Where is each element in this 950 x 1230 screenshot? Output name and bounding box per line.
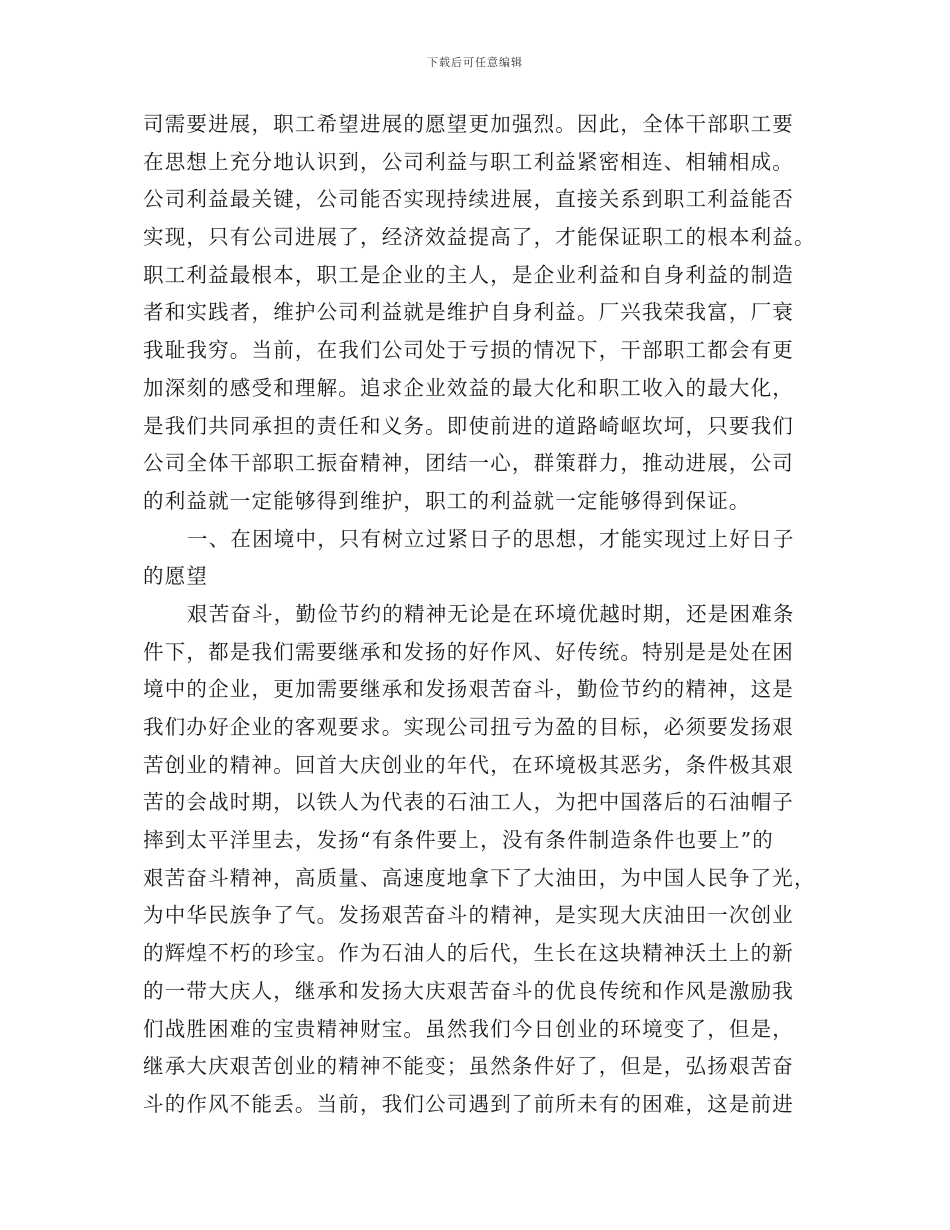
section-heading-continuation: 的愿望	[143, 564, 209, 589]
text-line: 实现，只有公司进展了，经济效益提高了，才能保证职工的根本利益。	[143, 225, 816, 250]
text-line: 公司利益最关键，公司能否实现持续进展，直接关系到职工利益能否	[143, 187, 794, 212]
text-line: 们战胜困难的宝贵精神财宝。虽然我们今日创业的环境变了，但是，	[143, 1016, 794, 1041]
text-line: 的一带大庆人，继承和发扬大庆艰苦奋斗的优良传统和作风是激励我	[143, 978, 794, 1003]
text-line: 苦创业的精神。回首大庆创业的年代，在环境极其恶劣，条件极其艰	[143, 752, 794, 777]
text-line: 我耻我穷。当前，在我们公司处于亏损的情况下，干部职工都会有更	[143, 338, 794, 363]
text-line: 的辉煌不朽的珍宝。作为石油人的后代，生长在这块精神沃土上的新	[143, 941, 794, 966]
text-line: 件下，都是我们需要继承和发扬的好作风、好传统。特别是是处在困	[143, 639, 794, 664]
text-line: 职工利益最根本，职工是企业的主人，是企业利益和自身利益的制造	[143, 262, 794, 287]
page-header: 下载后可任意编辑	[427, 56, 523, 69]
text-line: 加深刻的感受和理解。追求企业效益的最大化和职工收入的最大化，	[143, 375, 794, 400]
text-line: 摔到太平洋里去，发扬“有条件要上，没有条件制造条件也要上”的	[143, 828, 774, 853]
text-line: 者和实践者，维护公司利益就是维护自身利益。厂兴我荣我富，厂衰	[143, 300, 794, 325]
text-line: 在思想上充分地认识到，公司利益与职工利益紧密相连、相辅相成。	[143, 149, 794, 174]
text-line: 我们办好企业的客观要求。实现公司扭亏为盈的目标，必须要发扬艰	[143, 715, 794, 739]
text-line: 公司全体干部职工振奋精神，团结一心，群策群力，推动进展，公司	[143, 451, 794, 476]
body-text	[143, 106, 816, 1124]
text-line: 艰苦奋斗，勤俭节约的精神无论是在环境优越时期，还是困难条	[187, 601, 795, 626]
text-line: 继承大庆艰苦创业的精神不能变；虽然条件好了，但是，弘扬艰苦奋	[143, 1054, 794, 1079]
text-line: 司需要进展，职工希望进展的愿望更加强烈。因此，全体干部职工要	[143, 112, 794, 136]
text-line: 境中的企业，更加需要继承和发扬艰苦奋斗，勤俭节约的精神，这是	[143, 677, 794, 702]
section-heading: 一、在困境中，只有树立过紧日子的思想，才能实现过上好日子	[187, 526, 795, 551]
text-line: 苦的会战时期，以铁人为代表的石油工人，为把中国落后的石油帽子	[143, 790, 794, 815]
text-line: 为中华民族争了气。发扬艰苦奋斗的精神，是实现大庆油田一次创业	[143, 903, 794, 928]
text-line: 是我们共同承担的责任和义务。即使前进的道路崎岖坎坷，只要我们	[143, 413, 794, 438]
text-line: 艰苦奋斗精神，高质量、高速度地拿下了大油田，为中国人民争了光，	[143, 865, 816, 890]
text-line: 斗的作风不能丢。当前，我们公司遇到了前所未有的困难，这是前进	[143, 1091, 794, 1116]
text-line: 的利益就一定能够得到维护，职工的利益就一定能够得到保证。	[143, 488, 751, 513]
